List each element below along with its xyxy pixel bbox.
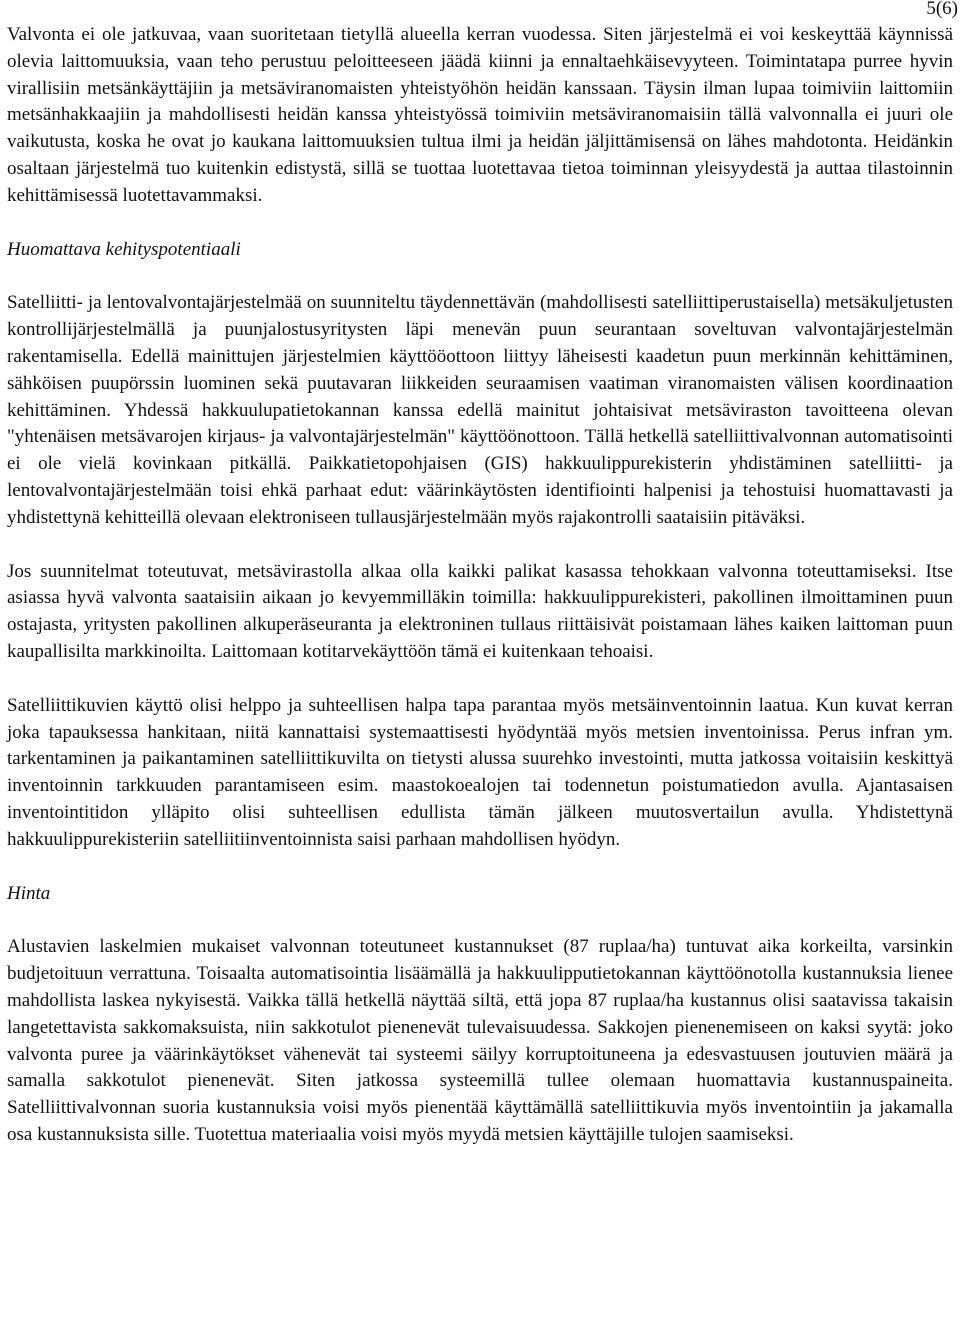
paragraph-kustannukset: Alustavien laskelmien mukaiset valvonnan toteutuneet kustannukset (87 ruplaa/ha) tuntuvat aika korkeilta, varsinkin budjetoituun verrattuna. Toisaalta automatisointia lisäämällä ja hakkuulipputietokannan käyttöönotolla kustannuksia lienee mahdollista laskea nykyisestä. Vaikka tällä hetkellä näyttää siltä, että jopa 87 ruplaa/ha kustannus olisi saatavissa takaisin langetettavista sakkomaksuista, niin sakkotulot pienenevät tulevaisuudessa. Sakkojen pienenemiseen on kaksi syytä: joko valvonta puree ja väärinkäytökset vähenevät tai systeemi säilyy korruptoituneena ja edesvastuusen joutuvien määrä ja samalla sakkotulot pienenevät. Siten jatkossa systeemillä tullee olemaan huomattavia kustannuspaineita. Satelliittivalvonnan suoria kustannuksia voisi myös pienentää käyttämällä satelliittikuvia myös inventointiin ja jakamalla osa kustannuksista sille. Tuotettua materiaalia voisi myös myydä metsien käyttäjille tulojen saamiseksi. — [7, 936, 953, 1145]
paragraph-satelliitti: Satelliitti- ja lentovalvontajärjestelmää on suunniteltu täydennettävän (mahdollisesti satelliittiperustaisella) metsäkuljetusten kontrollijärjestelmällä ja puunjalostusyritysten läpi menevän puun seurantaan soveltuvan valvontajärjestelmän rakentamisella. Edellä mainittujen järjestelmien käyttööottoon liittyy läheisesti kaadetun puun merkinnän kehittäminen, sähköisen puupörssin luominen sekä puutavaran liikkeiden seuraamisen vaatiman viranomaisten välisen koordinaation kehittäminen. Yhdessä hakkuulupatietokannan kanssa edellä mainitut johtaisivat metsäviraston tavoitteena olevan "yhtenäisen metsävarojen kirjaus- ja valvontajärjestelmän" käyttöönottoon. Tällä hetkellä satelliittivalvonnan automatisointi ei ole vielä kovinkaan pitkällä. Paikkatietopohjaisen (GIS) hakkuulippurekisterin yhdistäminen satelliitti- ja lentovalvontajärjestelmään toisi ehkä parhaat edut: väärinkäytösten identifiointi halpenisi ja tehostuisi huomattavasti ja yhdistettynä kehitteillä olevaan elektroniseen tullausjärjestelmään myös rajakontrolli saataisiin pitäväksi. — [7, 292, 953, 528]
paragraph-satelliittikuvat: Satelliittikuvien käyttö olisi helppo ja suhteellisen halpa tapa parantaa myös metsäinventoinnin laatua. Kun kuvat kerran joka tapauksessa hankitaan, niitä kannattaisi systemaattisesti hyödyntää myös metsien inventoinissa. Perus infran ym. tarkentaminen ja paikantaminen satelliittikuvilta on tietysti alussa suurehko investointi, mutta jatkossa voitaisiin keskittyä inventoinnin tarkkuuden parantamiseen esim. maastokoealojen tai todennetun poistumatiedon avulla. Ajantasaisen inventointitidon ylläpito olisi suhteellisen edullista tämän jälkeen muutosvertailun avulla. Yhdistettynä hakkuulippurekisteriin satelliitiinventoinnista saisi parhaan mahdollisen hyödyn. — [7, 694, 953, 850]
paragraph-valvonta: Valvonta ei ole jatkuvaa, vaan suoritetaan tietyllä alueella kerran vuodessa. Siten järjestelmä ei voi keskeyttää käynnissä olevia laittomuuksia, vaan teho perustuu peloitteeseen jäädä kiinni ja ennaltaehkäisevyyteen. Toimintatapa purree hyvin virallisiin metsänkäyttäjiin ja metsäviranomaisten yhteistyöhön heidän kanssaan. Täysin ilman lupaa toimiviin laittomiin metsänhakkaajiin ja mahdollisesti heidän kanssa yhteistyössä toimiviin metsäviranomaisiin tällä valvonnalla ei juuri ole vaikutusta, koska he ovat jo kaukana laittomuuksien tultua ilmi ja heidän jäljittämisensä on lähes mahdotonta. Heidänkin osaltaan järjestelmä tuo kuitenkin edistystä, sillä se tuottaa luotettavaa tietoa toiminnan yleisyydestä ja auttaa tilastoinnin kehittämisessä luotettavammaksi. — [7, 24, 953, 206]
page-number: 5(6) — [926, 0, 958, 19]
section-heading-kehityspotentiaali: Huomattava kehityspotentiaali — [7, 238, 241, 260]
paragraph-suunnitelmat: Jos suunnitelmat toteutuvat, metsävirastolla alkaa olla kaikki palikat kasassa tehokkaan valvonna toteuttamiseksi. Itse asiassa hyvä valvonta saataisiin aikaan jo kevyemmilläkin toimilla: hakkuulippurekisteri, pakollinen ilmoittaminen puun ostajasta, yritysten pakollinen alkuperäseuranta ja elektroninen tullaus riittäisivät poistamaan lähes kaiken laittoman puun kaupallisilta markkinoilta. Laittomaan kotitarvekäyttöön tämä ei kuitenkaan tehoaisi. — [7, 560, 953, 662]
document-body — [7, 22, 953, 1149]
section-heading-hinta: Hinta — [7, 882, 51, 904]
